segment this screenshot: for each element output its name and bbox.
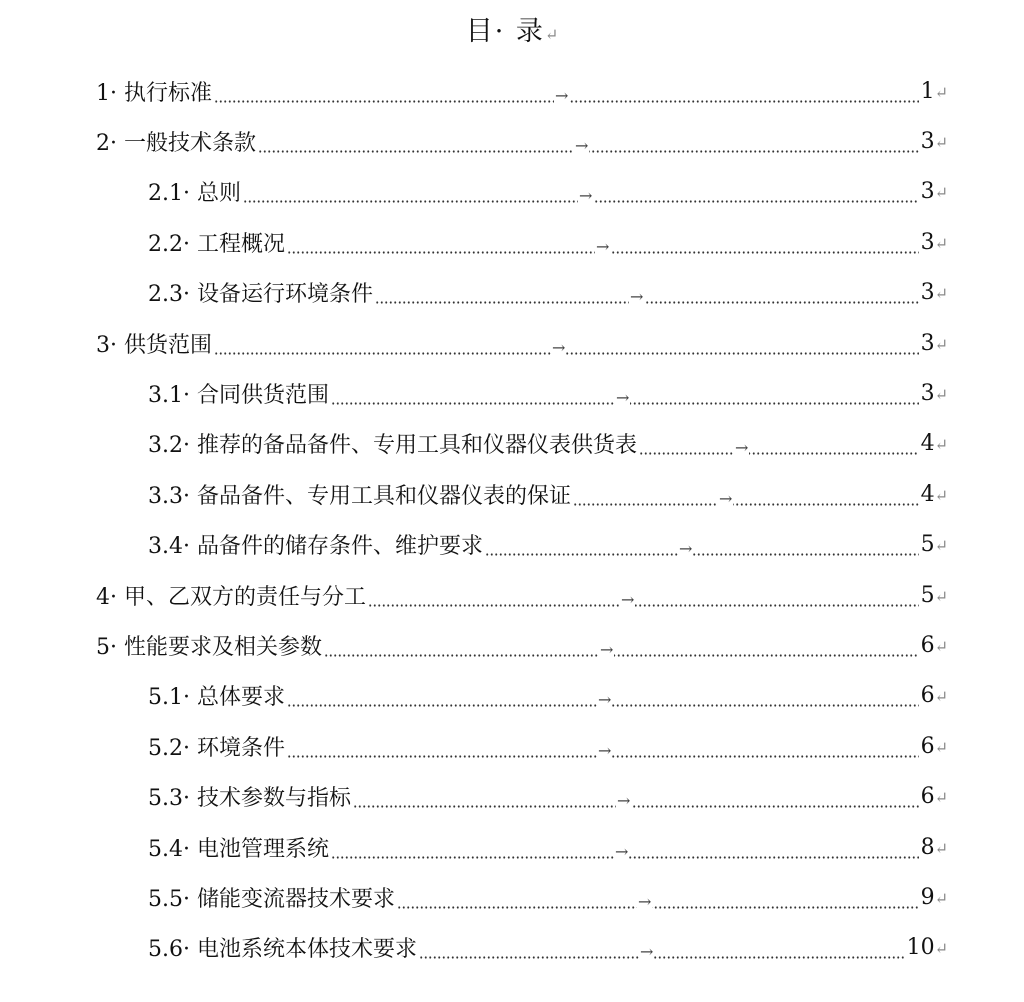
paragraph-mark-icon: ↵ [934,284,948,304]
toc-entry[interactable] [0,620,1024,670]
page-number: 6 [920,733,935,759]
tab-arrow-icon: → [639,942,654,962]
toc-entry[interactable] [0,771,1024,821]
toc-entry-page [921,734,948,759]
toc-entry-page [921,381,948,406]
toc-entry-label: 5· 性能要求及相关参数 [96,634,322,660]
dot-leader [573,488,919,508]
page-number: 4 [920,481,935,507]
tab-arrow-icon: → [629,287,644,307]
tab-arrow-icon: → [718,488,733,508]
toc-title-text: 目· 录 [465,16,545,47]
toc-entry-page [921,280,948,305]
dot-leader [258,136,919,156]
toc-entry-page [921,431,948,456]
dot-leader [639,438,919,458]
paragraph-mark-icon: ↵ [934,536,948,556]
toc-entry-label: 5.6· 电池系统本体技术要求 [148,937,417,963]
toc-entry-page [907,935,948,960]
tab-arrow-icon: → [551,337,566,357]
toc-entry-label: 4· 甲、乙双方的责任与分工 [96,584,366,610]
page-number: 10 [906,935,935,961]
toc-entry-page [921,331,948,356]
toc-entry[interactable] [0,469,1024,519]
toc-title [0,12,1024,55]
dot-leader [368,589,919,609]
tab-arrow-icon: → [597,740,612,760]
tab-arrow-icon: → [637,891,652,911]
tab-arrow-icon: → [599,639,614,659]
table-of-contents [0,66,1024,973]
page-number: 3 [920,179,935,205]
tab-arrow-icon: → [678,539,693,559]
toc-entry[interactable] [0,318,1024,368]
tab-arrow-icon: → [734,438,749,458]
toc-entry[interactable] [0,520,1024,570]
toc-entry[interactable] [0,872,1024,922]
dot-leader [243,186,919,206]
toc-entry[interactable] [0,923,1024,973]
toc-entry-label: 5.5· 储能变流器技术要求 [148,886,395,912]
page-number: 3 [920,330,935,356]
dot-leader [331,841,919,861]
dot-leader [287,690,919,710]
dot-leader [397,891,919,911]
page-number: 5 [920,532,935,558]
toc-entry[interactable] [0,368,1024,418]
toc-entry-label: 1· 执行标准 [96,80,212,106]
dot-leader [287,740,919,760]
page-number: 3 [920,129,935,155]
page-number: 8 [920,834,935,860]
dot-leader [324,639,919,659]
toc-entry-label: 5.1· 总体要求 [148,685,285,711]
toc-entry-label: 2.1· 总则 [148,181,241,207]
toc-entry-page [921,885,948,910]
page-number: 9 [920,884,935,910]
toc-entry[interactable] [0,167,1024,217]
toc-entry[interactable] [0,822,1024,872]
paragraph-mark-icon: ↵ [934,687,948,707]
toc-entry[interactable] [0,268,1024,318]
page-number: 5 [920,582,935,608]
toc-entry[interactable] [0,721,1024,771]
paragraph-mark-icon: ↵ [934,82,948,102]
toc-entry-page [921,179,948,204]
toc-entry-page [921,79,948,104]
toc-entry[interactable] [0,570,1024,620]
page-number: 6 [920,683,935,709]
toc-entry[interactable] [0,671,1024,721]
toc-entry-page [921,835,948,860]
dot-leader [419,942,905,962]
page-number: 6 [920,784,935,810]
toc-entry-page [921,683,948,708]
toc-entry-page [921,583,948,608]
toc-entry-page [921,532,948,557]
dot-leader [331,388,919,408]
toc-entry-label: 2.2· 工程概况 [148,231,285,257]
toc-entry[interactable] [0,66,1024,116]
dot-leader [353,791,919,811]
page-number: 3 [920,229,935,255]
paragraph-mark-icon: ↵ [934,233,948,253]
dot-leader [485,539,919,559]
toc-entry-label: 2.3· 设备运行环境条件 [148,282,373,308]
toc-entry-label: 3.4· 品备件的储存条件、维护要求 [148,534,483,560]
tab-arrow-icon: → [597,690,612,710]
page-number: 6 [920,632,935,658]
page-number: 3 [920,381,935,407]
tab-arrow-icon: → [615,388,630,408]
paragraph-mark-icon: ↵ [934,737,948,757]
page-number: 4 [920,431,935,457]
paragraph-mark-icon: ↵ [934,133,948,153]
paragraph-mark-icon: ↵ [934,334,948,354]
toc-entry-label: 3· 供货范围 [96,332,212,358]
page-number: 1 [920,78,935,104]
page-number: 3 [920,280,935,306]
toc-entry-label: 3.1· 合同供货范围 [148,383,329,409]
toc-entry[interactable] [0,217,1024,267]
paragraph-mark-icon: ↵ [934,939,948,959]
toc-entry-label: 5.4· 电池管理系统 [148,836,329,862]
paragraph-mark-icon: ↵ [934,385,948,405]
tab-arrow-icon: → [554,85,569,105]
toc-entry-page [921,633,948,658]
paragraph-mark-icon: ↵ [544,25,559,44]
toc-entry[interactable] [0,419,1024,469]
tab-arrow-icon: → [616,791,631,811]
paragraph-mark-icon: ↵ [934,485,948,505]
tab-arrow-icon: → [614,841,629,861]
dot-leader [287,236,919,256]
paragraph-mark-icon: ↵ [934,636,948,656]
toc-entry-label: 2· 一般技术条款 [96,131,256,157]
toc-entry[interactable] [0,116,1024,166]
tab-arrow-icon: → [620,589,635,609]
dot-leader [375,287,919,307]
paragraph-mark-icon: ↵ [934,888,948,908]
toc-entry-label: 5.2· 环境条件 [148,735,285,761]
toc-entry-label: 5.3· 技术参数与指标 [148,786,351,812]
paragraph-mark-icon: ↵ [934,838,948,858]
toc-entry-page [921,129,948,154]
paragraph-mark-icon: ↵ [934,788,948,808]
dot-leader [214,337,919,357]
toc-entry-label: 3.2· 推荐的备品备件、专用工具和仪器仪表供货表 [148,433,637,459]
paragraph-mark-icon: ↵ [934,183,948,203]
dot-leader [214,85,919,105]
toc-entry-label: 3.3· 备品备件、专用工具和仪器仪表的保证 [148,483,571,509]
tab-arrow-icon: → [595,236,610,256]
toc-entry-page [921,482,948,507]
paragraph-mark-icon: ↵ [934,435,948,455]
toc-entry-page [921,784,948,809]
toc-entry-page [921,230,948,255]
tab-arrow-icon: → [574,136,589,156]
tab-arrow-icon: → [578,186,593,206]
paragraph-mark-icon: ↵ [934,586,948,606]
